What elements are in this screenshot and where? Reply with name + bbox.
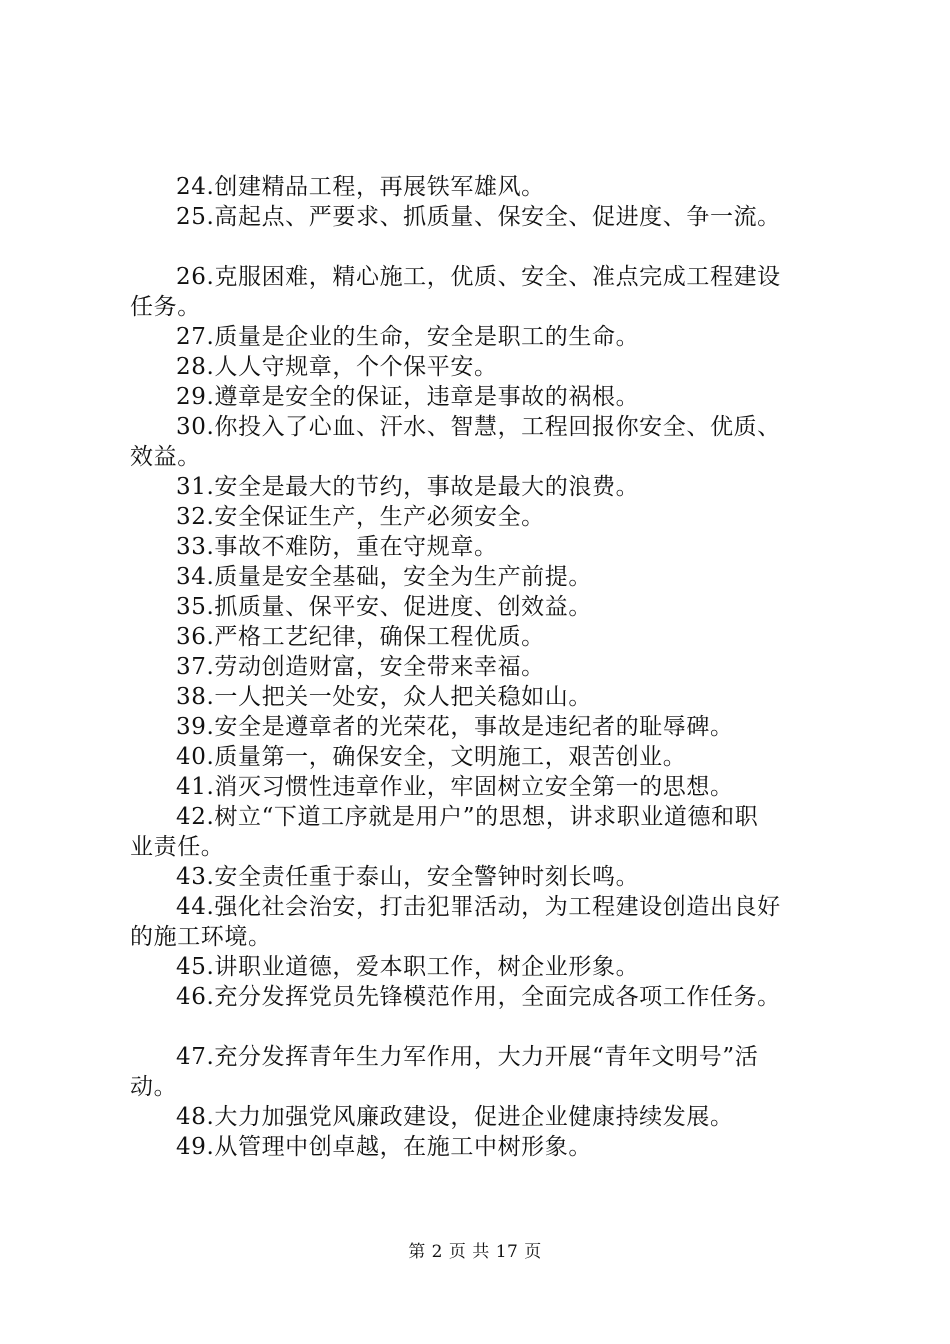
list-item-49: 49.从管理中创卓越，在施工中树形象。 — [176, 1134, 592, 1160]
list-item-37: 37.劳动创造财富，安全带来幸福。 — [176, 654, 545, 680]
list-item-29: 29.遵章是安全的保证，违章是事故的祸根。 — [176, 384, 640, 410]
document-body — [130, 172, 830, 1162]
list-item-24: 24.创建精品工程，再展铁军雄风。 — [176, 174, 545, 200]
list-item-32: 32.安全保证生产，生产必须安全。 — [176, 504, 545, 530]
list-item-42-continued: 业责任。 — [130, 834, 225, 860]
blank-line — [130, 232, 830, 262]
list-item-28: 28.人人守规章，个个保平安。 — [176, 354, 498, 380]
list-item-38: 38.一人把关一处安，众人把关稳如山。 — [176, 684, 592, 710]
list-item-30: 30.你投入了心血、汗水、智慧，工程回报你安全、优质、 — [176, 414, 781, 440]
list-item-47-continued: 动。 — [130, 1074, 178, 1100]
list-item-43: 43.安全责任重于泰山，安全警钟时刻长鸣。 — [176, 864, 640, 890]
list-item-39: 39.安全是遵章者的光荣花，事故是违纪者的耻辱碑。 — [176, 714, 734, 740]
list-item-46: 46.充分发挥党员先锋模范作用，全面完成各项工作任务。 — [176, 984, 781, 1010]
list-item-26-continued: 任务。 — [130, 294, 201, 320]
blank-line — [130, 1012, 830, 1042]
list-item-27: 27.质量是企业的生命，安全是职工的生命。 — [176, 324, 640, 350]
list-item-36: 36.严格工艺纪律，确保工程优质。 — [176, 624, 545, 650]
list-item-34: 34.质量是安全基础，安全为生产前提。 — [176, 564, 592, 590]
list-item-45: 45.讲职业道德，爱本职工作，树企业形象。 — [176, 954, 640, 980]
list-item-40: 40.质量第一，确保安全，文明施工，艰苦创业。 — [176, 744, 687, 770]
list-item-44-continued: 的施工环境。 — [130, 924, 272, 950]
list-item-42: 42.树立“下道工序就是用户”的思想，讲求职业道德和职 — [176, 804, 759, 830]
list-item-47: 47.充分发挥青年生力军作用，大力开展“青年文明号”活 — [176, 1044, 759, 1070]
list-item-26: 26.克服困难，精心施工，优质、安全、准点完成工程建设 — [176, 264, 781, 290]
list-item-44: 44.强化社会治安，打击犯罪活动，为工程建设创造出良好 — [176, 894, 781, 920]
list-item-30-continued: 效益。 — [130, 444, 201, 470]
list-item-35: 35.抓质量、保平安、促进度、创效益。 — [176, 594, 592, 620]
list-item-31: 31.安全是最大的节约，事故是最大的浪费。 — [176, 474, 640, 500]
list-item-41: 41.消灭习惯性违章作业，牢固树立安全第一的思想。 — [176, 774, 734, 800]
list-item-25: 25.高起点、严要求、抓质量、保安全、促进度、争一流。 — [176, 204, 781, 230]
list-item-33: 33.事故不难防，重在守规章。 — [176, 534, 498, 560]
list-item-48: 48.大力加强党风廉政建设，促进企业健康持续发展。 — [176, 1104, 734, 1130]
page-number-footer: 第 2 页 共 17 页 — [408, 1242, 542, 1262]
